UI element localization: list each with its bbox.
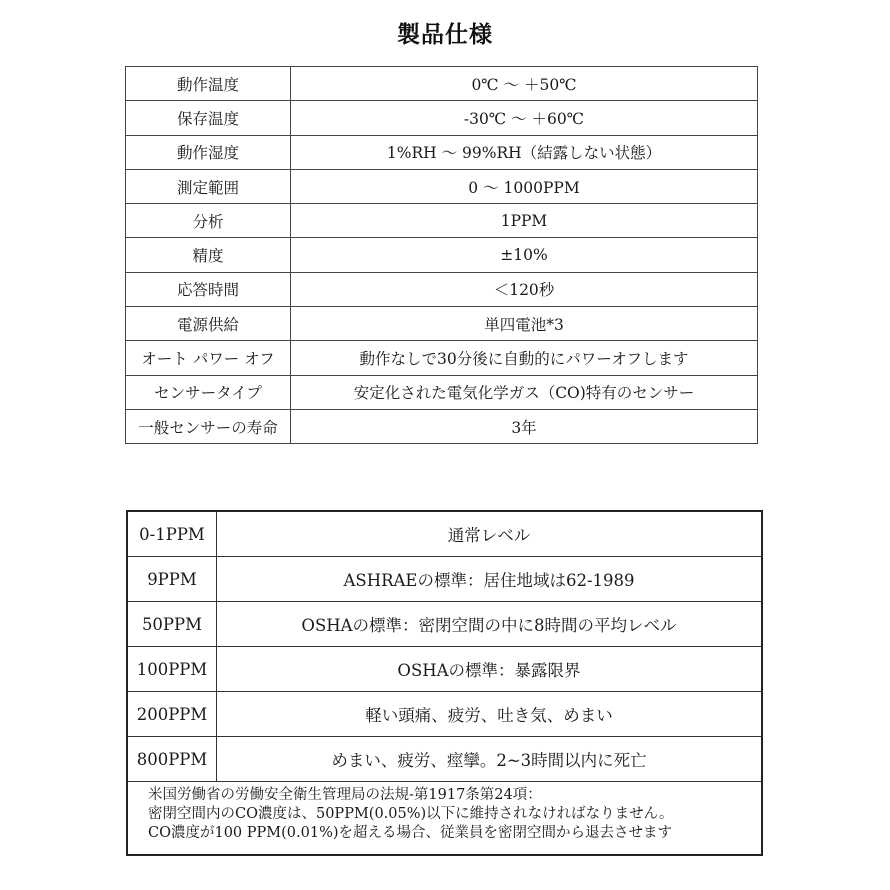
note-line: 米国労働省の労働安全衛生管理局の法規-第1917条第24項： (148, 787, 542, 803)
note-line: 密閉空間内のCO濃度は、50PPM(0.05%)以下に維持されなければなりません。 (148, 806, 674, 822)
level-description: OSHAの標準：密閉空間の中に8時間の平均レベル (217, 602, 763, 647)
spec-value: 3年 (291, 409, 758, 443)
table-row (126, 341, 758, 375)
spec-label: 動作湿度 (126, 135, 291, 169)
note-row (127, 782, 762, 856)
table-row (127, 557, 762, 602)
spec-label: 精度 (126, 238, 291, 272)
spec-value: 1%RH ～ 99%RH（結露しない状態） (291, 135, 758, 169)
spec-label: オート パワー オフ (126, 341, 291, 375)
note-line: CO濃度が100 PPM(0.01%)を超える場合、従業員を密閉空間から退去させます (148, 825, 673, 841)
level-ppm: 0-1PPM (127, 511, 217, 557)
co-level-table (126, 510, 763, 856)
spec-label: 分析 (126, 204, 291, 238)
spec-value: ±10% (291, 238, 758, 272)
spec-value: 安定化された電気化学ガス（CO)特有のセンサー (291, 375, 758, 409)
table-row (126, 135, 758, 169)
spec-label: 測定範囲 (126, 169, 291, 203)
table-row (126, 272, 758, 306)
level-description: OSHAの標準：暴露限界 (217, 647, 763, 692)
regulation-note (127, 782, 762, 856)
spec-label: 動作温度 (126, 67, 291, 101)
spec-value: 0 ～ 1000PPM (291, 169, 758, 203)
level-description: 軽い頭痛、疲労、吐き気、めまい (217, 692, 763, 737)
spec-label: センサータイプ (126, 375, 291, 409)
table-row (127, 692, 762, 737)
spec-value: 動作なしで30分後に自動的にパワーオフします (291, 341, 758, 375)
level-description: めまい、疲労、痙攣。2~3時間以内に死亡 (217, 737, 763, 782)
level-ppm: 200PPM (127, 692, 217, 737)
table-row (126, 409, 758, 443)
level-ppm: 50PPM (127, 602, 217, 647)
spec-value: 0℃ ～ ＋50℃ (291, 67, 758, 101)
table-row (127, 511, 762, 557)
page-title: 製品仕様 (397, 22, 493, 48)
level-description: ASHRAEの標準：居住地域は62-1989 (217, 557, 763, 602)
table-row (126, 307, 758, 341)
table-row (127, 602, 762, 647)
spec-label: 応答時間 (126, 272, 291, 306)
spec-label: 電源供給 (126, 307, 291, 341)
spec-table (125, 66, 758, 444)
spec-label: 一般センサーの寿命 (126, 409, 291, 443)
level-description: 通常レベル (217, 511, 763, 557)
level-ppm: 800PPM (127, 737, 217, 782)
table-row (126, 67, 758, 101)
table-row (127, 737, 762, 782)
spec-value: 1PPM (291, 204, 758, 238)
spec-value: ＜120秒 (291, 272, 758, 306)
spec-value: -30℃ ～ ＋60℃ (291, 101, 758, 135)
table-row (126, 101, 758, 135)
level-ppm: 9PPM (127, 557, 217, 602)
table-row (126, 238, 758, 272)
table-row (126, 204, 758, 238)
table-row (126, 169, 758, 203)
level-ppm: 100PPM (127, 647, 217, 692)
table-row (126, 375, 758, 409)
table-row (127, 647, 762, 692)
spec-label: 保存温度 (126, 101, 291, 135)
spec-value: 単四電池*3 (291, 307, 758, 341)
